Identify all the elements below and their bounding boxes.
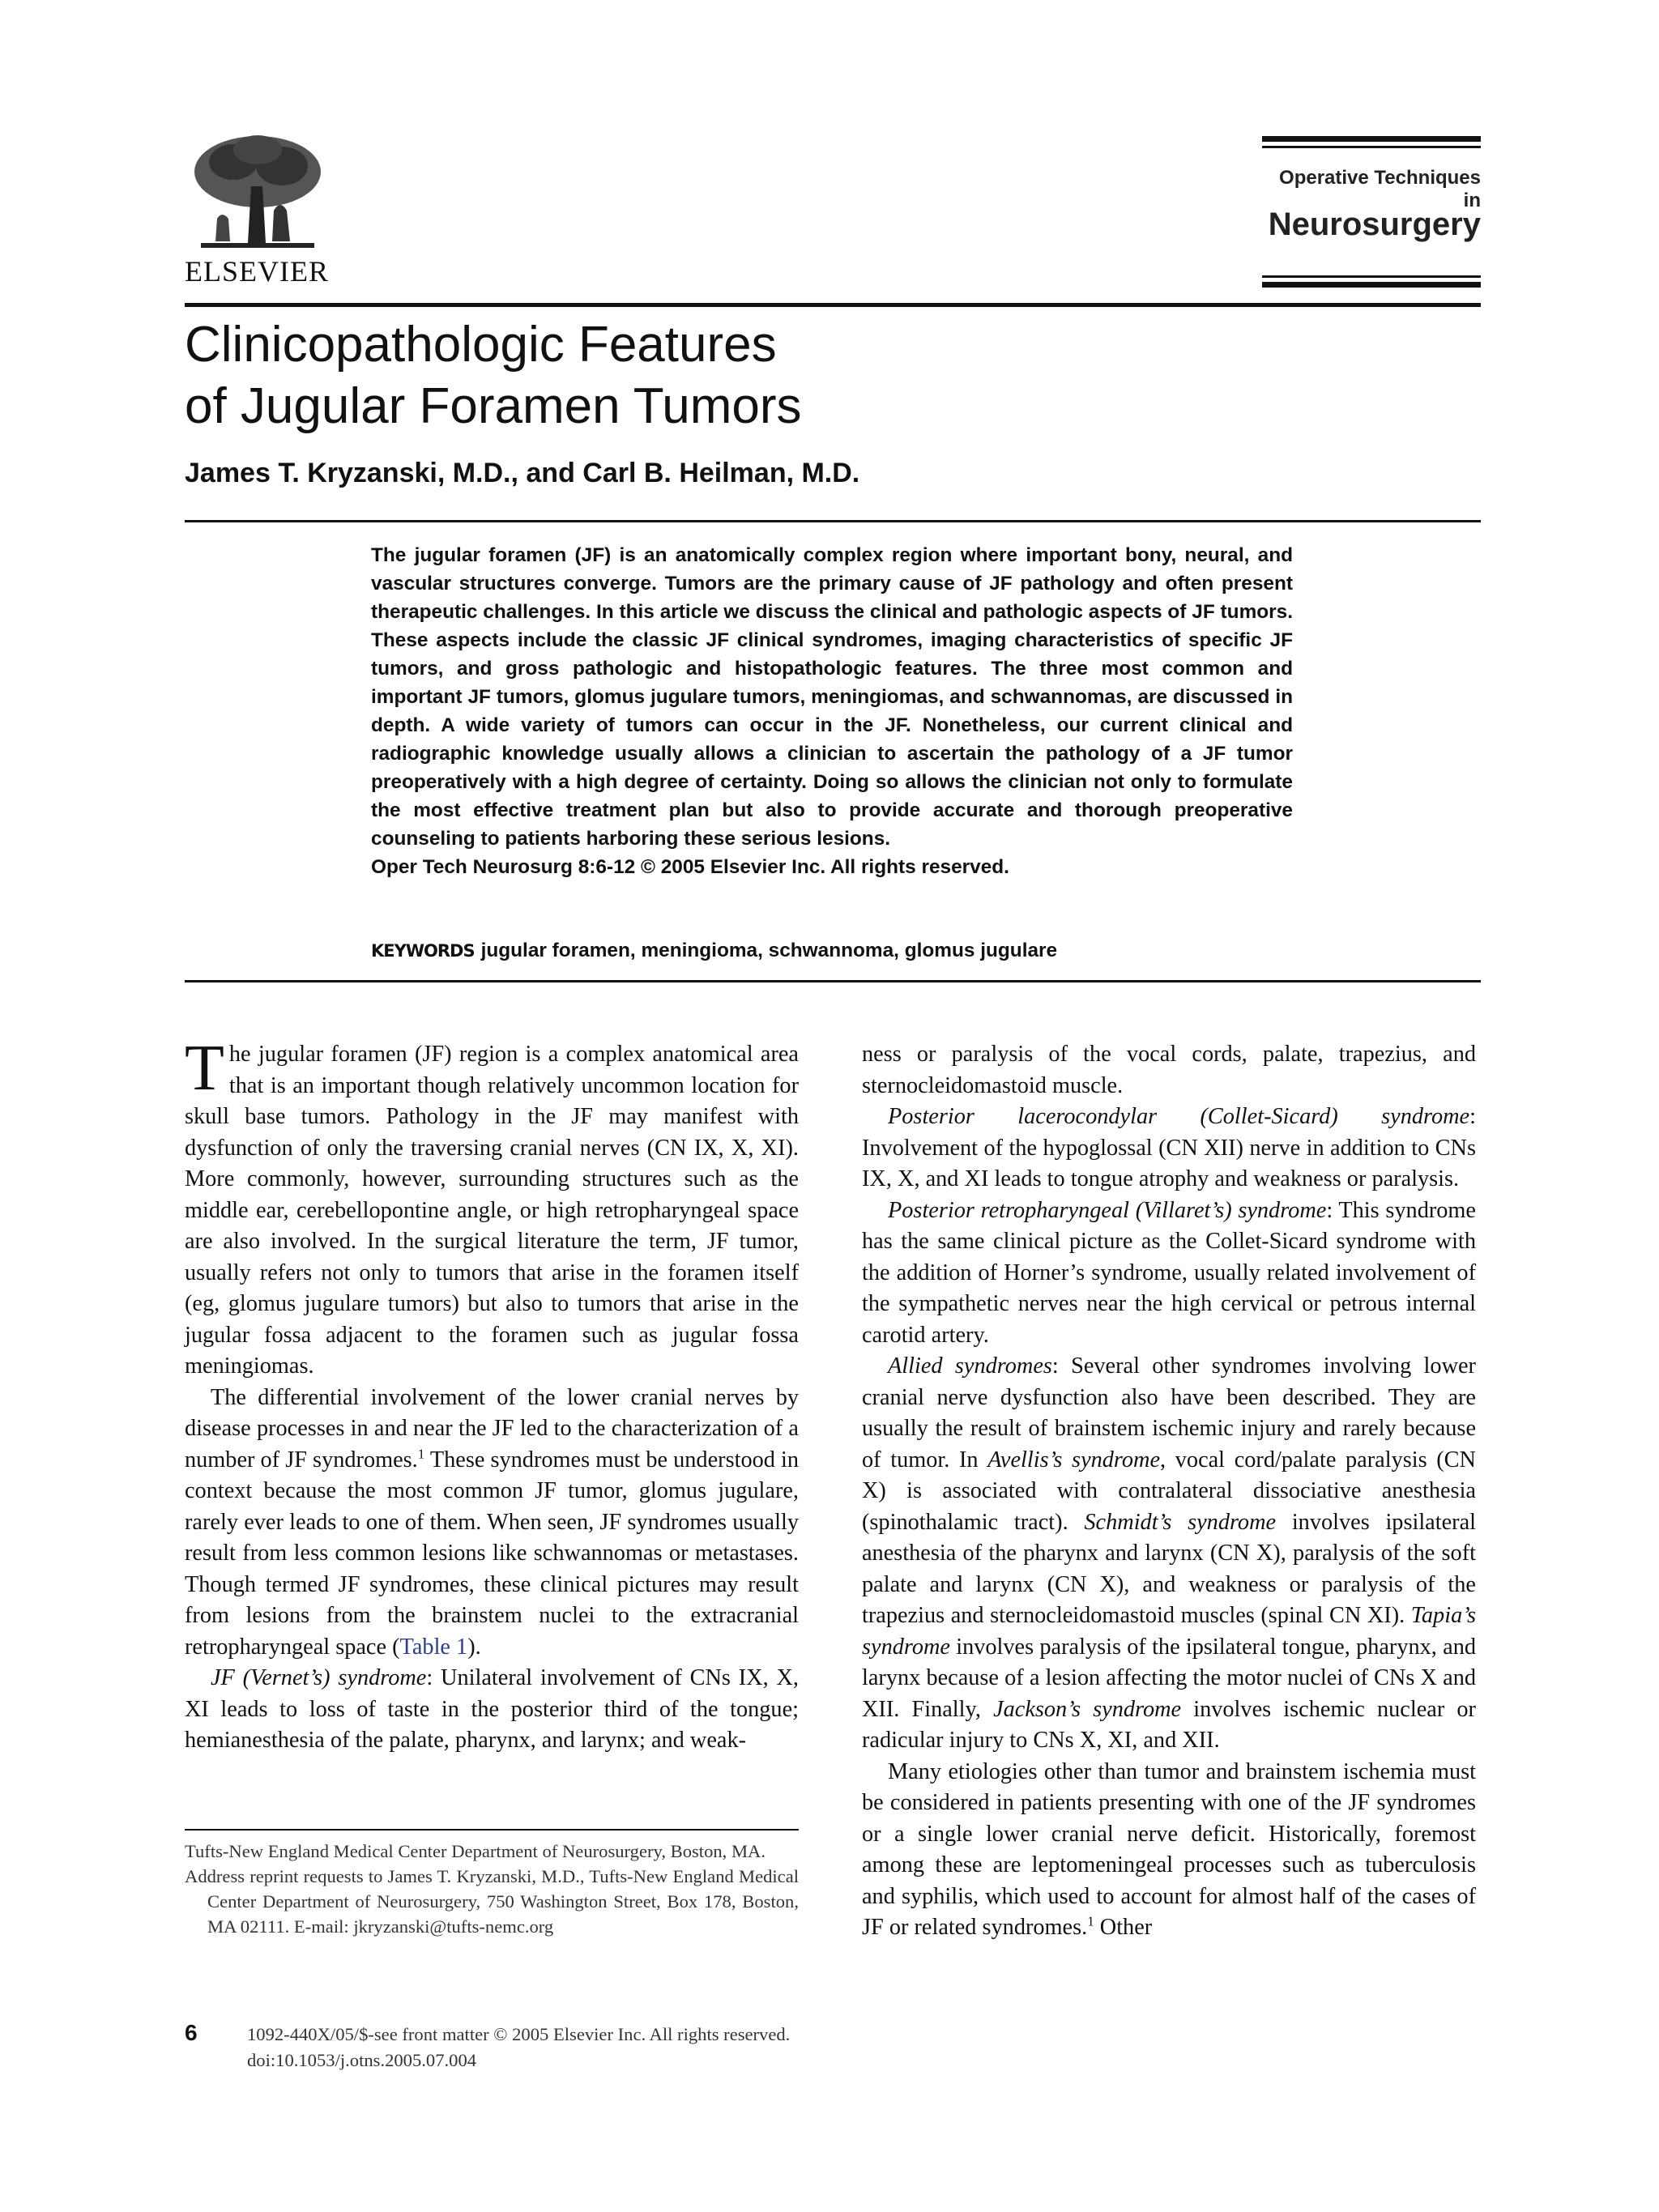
drop-cap: T bbox=[185, 1033, 224, 1104]
header-rule bbox=[1262, 146, 1481, 148]
body-column-left bbox=[185, 1033, 799, 1757]
authors-rule bbox=[185, 520, 1481, 522]
header-rule bbox=[1262, 136, 1481, 142]
body-column-right bbox=[862, 1039, 1476, 1944]
keywords-label: KEYWORDS bbox=[371, 941, 475, 961]
paragraph-text: : Involvement of the hypoglossal (CN XII) nerve in addition to CNs IX, X, and XI leads to tongue atrophy and weakness or paralysis. bbox=[862, 1104, 1476, 1191]
paragraph-text: he jugular foramen (JF) region is a complex anatomical area that is an important though relatively uncommon location for skull base tumors. Pathology in the JF may manifest with dysfunction of only the traversing cranial nerves (CN IX, X, XI). More commonly, however, surrounding structures such as the middle ear, cerebellopontine angle, or high retropharyngeal space are also involved. In the surgical literature the term, JF tumor, usually refers not only to tumors that arise in the foramen itself (eg, glomus jugulare tumors) but also to tumors that arise in the jugular fossa adjacent to the foramen such as jugular fossa meningiomas. bbox=[185, 1042, 799, 1379]
abstract bbox=[371, 541, 1293, 881]
title-line: of Jugular Foramen Tumors bbox=[185, 378, 802, 434]
journal-title: Neurosurgery bbox=[1268, 207, 1481, 242]
paragraph-text: : This syndrome has the same clinical picture as the Collet-Sicard syndrome with the addition of Horner’s syndrome, usually related involvement of the sympathetic nerves near the high cervical or petrous internal carotid artery. bbox=[862, 1197, 1476, 1348]
syndrome-name: Jackson’s syndrome bbox=[993, 1696, 1182, 1722]
body-paragraph bbox=[185, 1383, 799, 1664]
page-number: 6 bbox=[185, 2020, 198, 2045]
article-title bbox=[185, 314, 1319, 437]
abstract-citation: Oper Tech Neurosurg 8:6-12 © 2005 Elsevier Inc. All rights reserved. bbox=[371, 856, 1009, 878]
paragraph-text: : Unilateral involvement of CNs IX, X, XI leads to loss of taste in the posterior third of the tongue; hemianesthesia of the palate, pharynx, and larynx; and weak- bbox=[185, 1665, 799, 1753]
body-paragraph: ness or paralysis of the vocal cords, palate, trapezius, and sternocleidomastoid muscle. bbox=[862, 1042, 1476, 1098]
author-list: James T. Kryzanski, M.D., and Carl B. Heilman, M.D. bbox=[185, 458, 860, 488]
paragraph-text: The differential involvement of the lower cranial nerves by disease processes in and near the JF led to the characterization of a number of JF syndromes. bbox=[185, 1384, 799, 1473]
footer-copyright bbox=[247, 2022, 790, 2073]
syndrome-name: Posterior retropharyngeal (Villaret’s) syndrome bbox=[888, 1197, 1327, 1223]
paragraph-text: These syndromes must be understood in context because the most common JF tumor, glomus jugulare, rarely ever leads to one of them. When seen, JF syndromes usually result from less common lesions like schwannomas or metastases. Though termed JF syndromes, these clinical pictures may result from lesions from the brainstem nuclei to the extracranial retropharyngeal space ( bbox=[185, 1447, 799, 1660]
paragraph-text: involves paralysis of the ipsilateral tongue, pharynx, and larynx because of a lesion affecting the motor nuclei of CNs X and XII. Finally, bbox=[862, 1634, 1476, 1722]
abstract-rule bbox=[185, 980, 1481, 982]
title-line: Clinicopathologic Features bbox=[185, 317, 777, 373]
paragraph-text: involves ipsilateral anesthesia of the pharynx and larynx (CN X), paralysis of the soft palate and larynx (CN X), and weakness or paralysis of the trapezius and sternocleidomastoid muscles (spinal CN XI). bbox=[862, 1509, 1477, 1628]
journal-subtitle: Operative Techniques in bbox=[1279, 167, 1481, 211]
syndrome-name: Avellis’s syndrome bbox=[987, 1447, 1161, 1473]
doi[interactable]: doi:10.1053/j.otns.2005.07.004 bbox=[247, 2050, 477, 2070]
body-paragraph bbox=[862, 1351, 1476, 1757]
paragraph-text: Other bbox=[1094, 1915, 1153, 1940]
elsevier-tree-logo bbox=[185, 130, 331, 271]
paragraph-text: Many etiologies other than tumor and brainstem ischemia must be considered in patients presenting with one of the JF syndromes or a single lower cranial nerve deficit. Historically, foremost among these are leptomeningeal processes such as tuberculosis and syphilis, which used to account for almost half of the cases of JF or related syndromes. bbox=[862, 1758, 1476, 1940]
reprint-note: Address reprint requests to James T. Kryzanski, M.D., Tufts-New England Medical Center Department of Neurosurgery, 750 Washington Street, Box 178, Boston, MA 02111. E-mail: jkryzanski@tufts-nemc.org bbox=[185, 1866, 799, 1937]
body-paragraph bbox=[185, 1663, 799, 1757]
paragraph-text: ). bbox=[467, 1634, 481, 1660]
syndrome-name: JF (Vernet’s) syndrome bbox=[211, 1665, 427, 1690]
affiliation-note: Tufts-New England Medical Center Department of Neurosurgery, Boston, MA. bbox=[185, 1841, 766, 1861]
footnote-rule bbox=[185, 1829, 799, 1831]
body-paragraph bbox=[185, 1033, 799, 1383]
title-rule bbox=[185, 303, 1481, 307]
abstract-text: The jugular foramen (JF) is an anatomically complex region where important bony, neural, and vascular structures converge. Tumors are the primary cause of JF pathology and often present therapeutic challenges. In this article we discuss the clinical and pathologic aspects of JF tumors. These aspects include the classic JF clinical syndromes, imaging characteristics of specific JF tumors, and gross pathologic and histopathologic features. The three most common and important JF tumors, glomus jugulare tumors, meningiomas, and schwannomas, are discussed in depth. A wide variety of tumors can occur in the JF. Nonetheless, our current clinical and radiographic knowledge usually allows a clinician to ascertain the pathology of a JF tumor preoperatively with a high degree of certainty. Doing so allows the clinician not only to formulate the most effective treatment plan but also to provide accurate and thorough preoperative counseling to patients harboring these serious lesions. bbox=[371, 544, 1293, 850]
publisher-name: ELSEVIER bbox=[185, 255, 329, 288]
syndrome-name: Schmidt’s syndrome bbox=[1084, 1509, 1277, 1535]
reference-marker[interactable]: 1 bbox=[1087, 1913, 1094, 1929]
header-rule bbox=[1262, 282, 1481, 288]
body-paragraph bbox=[862, 1757, 1476, 1944]
paragraph-text: : Several other syndromes involving lower cranial nerve dysfunction also have been described. They are usually the result of brainstem ischemic injury and rarely because of tumor. In bbox=[862, 1353, 1476, 1473]
footer-line: 1092-440X/05/$-see front matter © 2005 Elsevier Inc. All rights reserved. bbox=[247, 2024, 791, 2044]
keywords-list: jugular foramen, meningioma, schwannoma, glomus jugulare bbox=[480, 940, 1058, 961]
paragraph-text: , vocal cord/palate paralysis (CN X) is associated with contralateral dissociative anesthesia (spinothalamic tract). bbox=[862, 1447, 1476, 1535]
syndrome-name: Posterior lacerocondylar (Collet-Sicard) syndrome bbox=[888, 1104, 1470, 1129]
footnotes bbox=[185, 1839, 799, 1939]
tree-icon bbox=[185, 130, 331, 251]
syndrome-name: Allied syndromes bbox=[888, 1353, 1052, 1379]
body-paragraph bbox=[862, 1196, 1476, 1352]
keywords bbox=[371, 940, 1057, 962]
syndrome-name: Tapia’s syndrome bbox=[862, 1603, 1476, 1660]
reference-marker[interactable]: 1 bbox=[417, 1446, 425, 1462]
table-link[interactable]: Table 1 bbox=[399, 1634, 468, 1660]
paragraph-text: involves ischemic nuclear or radicular injury to CNs X, XI, and XII. bbox=[862, 1696, 1476, 1753]
header-rule bbox=[1262, 275, 1481, 278]
body-paragraph bbox=[862, 1102, 1476, 1196]
